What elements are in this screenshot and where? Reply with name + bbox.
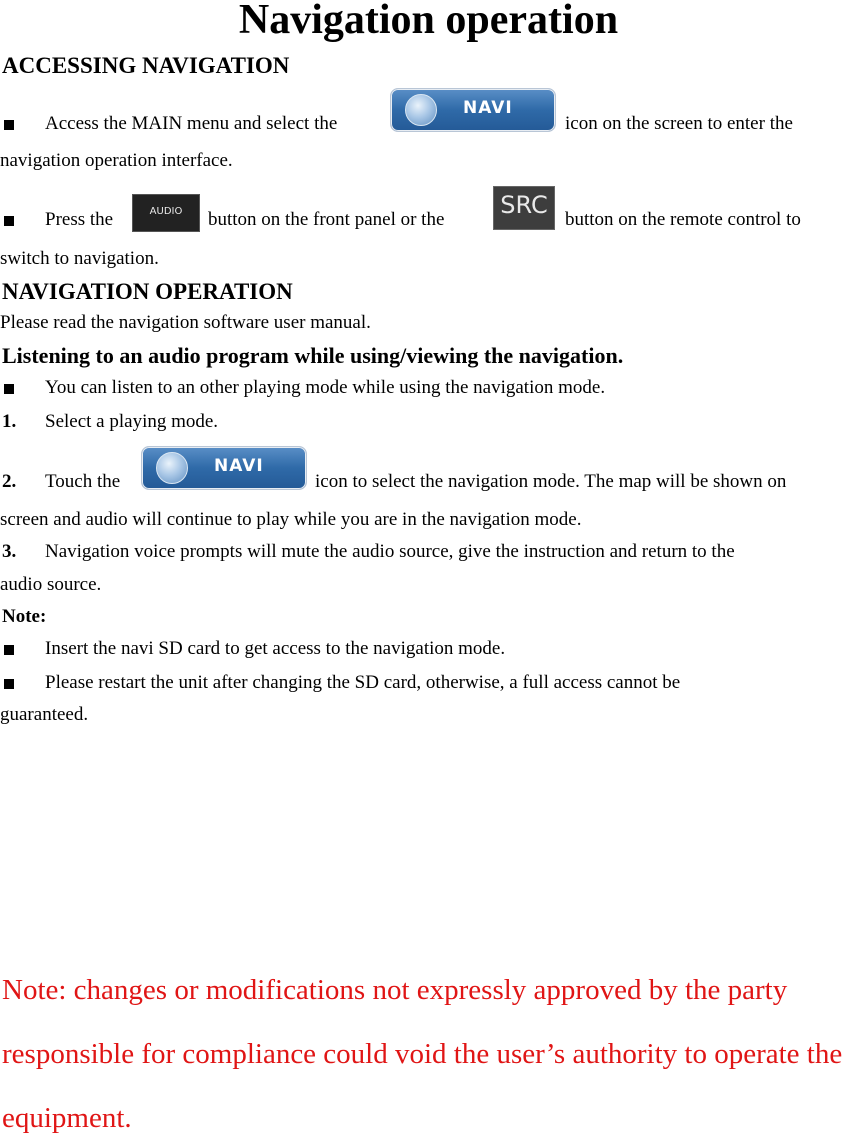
fcc-note-line-2: responsible for compliance could void the user’s authority to operate the (2, 1038, 843, 1070)
press-text-1: Press the (45, 209, 114, 230)
operation-text: Please read the navigation software user manual. (0, 312, 371, 333)
access-text-3: navigation operation interface. (0, 150, 233, 171)
step-3-text-2: audio source. (0, 574, 102, 595)
note-1-text: Insert the navi SD card to get access to the navigation mode. (45, 638, 506, 659)
step-3-text-1: Navigation voice prompts will mute the audio source, give the instruction and return to the (45, 541, 735, 562)
step-2-number: 2. (2, 471, 17, 492)
fcc-note-line-3: equipment. (2, 1102, 132, 1134)
operation-heading: NAVIGATION OPERATION (2, 279, 293, 304)
navi-button-label: NAVI (463, 98, 513, 118)
note-label: Note: (2, 606, 47, 627)
press-text-2: button on the front panel or the (208, 209, 445, 230)
access-text-1: Access the MAIN menu and select the (45, 113, 338, 134)
page-title: Navigation operation (238, 0, 619, 43)
step-2-text-2: icon to select the navigation mode. The map will be shown on (315, 471, 787, 492)
step-2-text-1: Touch the (45, 471, 121, 492)
globe-icon (405, 94, 437, 126)
bullet-square-icon (4, 384, 14, 394)
audio-button-label: AUDIO (149, 206, 183, 217)
listening-heading: Listening to an audio program while using/viewing the navigation. (2, 343, 624, 368)
bullet-square-icon (4, 645, 14, 655)
access-text-2: icon on the screen to enter the (565, 113, 793, 134)
audio-button-image (132, 194, 200, 232)
bullet-square-icon (4, 120, 14, 130)
step-3-number: 3. (2, 541, 17, 562)
src-button-label: SRC (500, 191, 548, 219)
globe-icon (156, 452, 188, 484)
src-button-image (493, 186, 555, 230)
step-2-text-3: screen and audio will continue to play while you are in the navigation mode. (0, 509, 582, 530)
bullet-square-icon (4, 679, 14, 689)
note-2-text: Please restart the unit after changing the SD card, otherwise, a full access cannot be (45, 672, 681, 693)
step-1-text: Select a playing mode. (45, 411, 219, 432)
navi-button-image (390, 88, 556, 132)
navi-button-image (141, 446, 307, 490)
press-text-3: button on the remote control to (565, 209, 801, 230)
navi-button-label: NAVI (214, 456, 264, 476)
listen-bullet-text: You can listen to an other playing mode while using the navigation mode. (45, 377, 606, 398)
accessing-heading: ACCESSING NAVIGATION (2, 53, 290, 78)
fcc-note-line-1: Note: changes or modifications not expressly approved by the party (2, 974, 788, 1006)
note-2-text-2: guaranteed. (0, 704, 89, 725)
step-1-number: 1. (2, 411, 17, 432)
press-text-4: switch to navigation. (0, 248, 159, 269)
bullet-square-icon (4, 216, 14, 226)
